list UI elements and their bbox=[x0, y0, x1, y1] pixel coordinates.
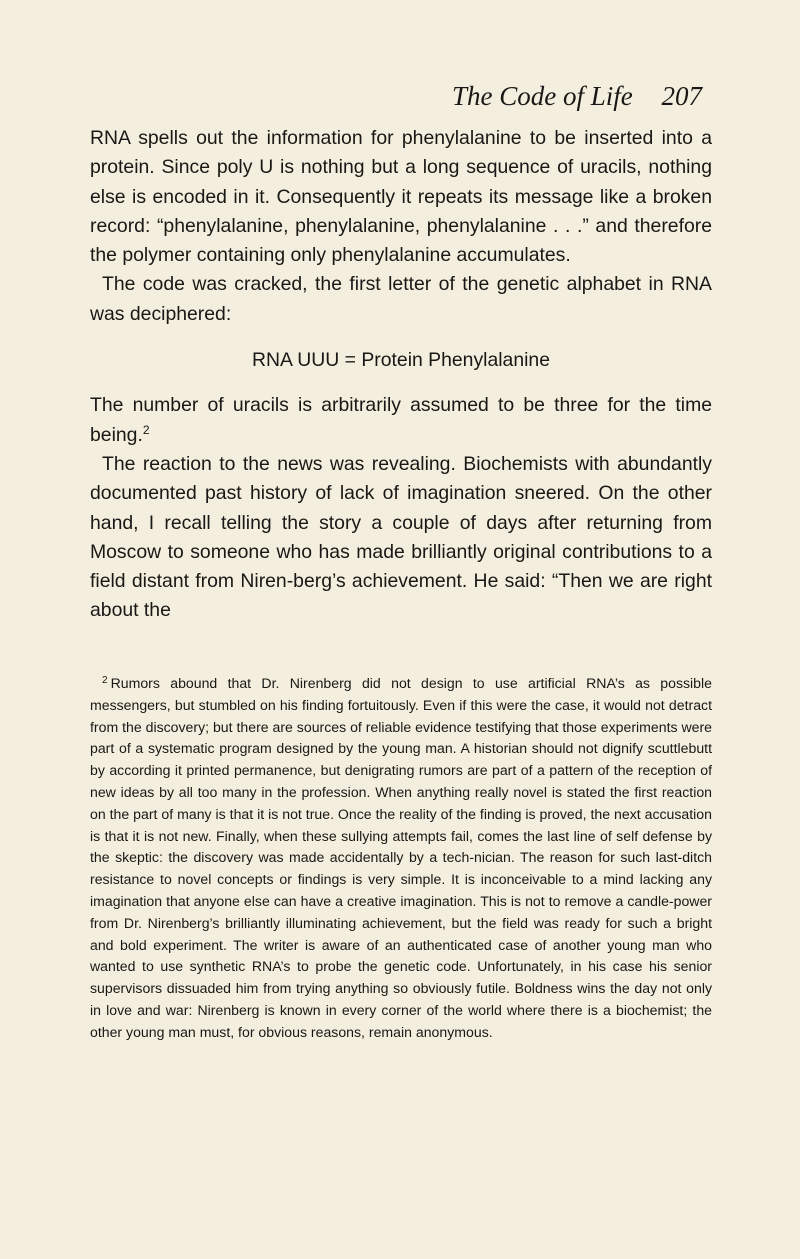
footnote bbox=[90, 673, 712, 1044]
running-head bbox=[452, 78, 712, 114]
equation-rna-uuu: RNA UUU = Protein Phenylalanine bbox=[251, 349, 551, 372]
footnote-marker: 2 bbox=[102, 675, 108, 686]
paragraph-uracil-count bbox=[90, 391, 712, 450]
paragraph-reaction: The reaction to the news was revealing. Biochemists with abundantly documented past history of lack of imagination sneered. On the other hand, I recall telling the story a couple of days after returning from Moscow to someone who has made brilliantly original contributions to a field distant from Niren-berg’s achievement. He said: “Then we are right about the bbox=[90, 452, 712, 622]
running-head-title: The Code of Life bbox=[452, 81, 633, 111]
paragraph-code-cracked: The code was cracked, the first letter of the genetic alphabet in RNA was deciphered: bbox=[90, 273, 712, 325]
main-text bbox=[90, 124, 712, 626]
page-number: 207 bbox=[661, 81, 702, 111]
paragraph-continuation: RNA spells out the information for phenylalanine to be inserted into a protein. Since poly U is nothing but a long sequence of uracils, nothing else is encoded in it. Consequently it repeats its message like a broken record: “phenylalanine, phenylalanine, phenylalanine . . .” and therefore the polymer containing only phenylalanine accumulates. bbox=[90, 127, 712, 267]
footnote-reference: 2 bbox=[142, 422, 150, 437]
footnote-text: Rumors abound that Dr. Nirenberg did not design to use artificial RNA’s as possible messengers, but stumbled on his finding fortuitously. Even if this were the case, it would not detract from the discovery; but there are sources of reliable evidence testifying that those experiments were part of a systematic program designed by the young man. A historian should not dignify scuttlebutt by according it printed permanence, but denigrating rumors are part of a pattern of the reception of new ideas by all too many in the profession. When anything really novel is stated the first reaction on the part of many is that it is not true. Once the reality of the finding is proved, the next accusation is that it is not new. Finally, when these sullying attempts fail, comes the last line of self defense by the skeptic: the discovery was made accidentally by a tech-nician. The reason for such last-ditch resistance to novel concepts or findings is very simple. It is inconceivable to a mind lacking any imagination that anyone else can have a creative imagination. This is not to remove a candle-power from Dr. Nirenberg’s brilliantly illuminating achievement, but the field was ready for such a bright and bold experiment. The writer is aware of an authenticated case of another young man who wanted to use synthetic RNA’s to probe the genetic code. Unfortunately, in his case his senior supervisors dissuaded him from trying anything so obviously futile. Boldness wins the day not only in love and war: Nirenberg is known in every corner of the world where there is a biochemist; the other young man must, for obvious reasons, remain anonymous. bbox=[90, 675, 713, 1040]
footnote-paragraph bbox=[90, 673, 712, 1044]
paragraph-uracil-count-text: The number of uracils is arbitrarily assumed to be three for the time being. bbox=[90, 394, 712, 446]
